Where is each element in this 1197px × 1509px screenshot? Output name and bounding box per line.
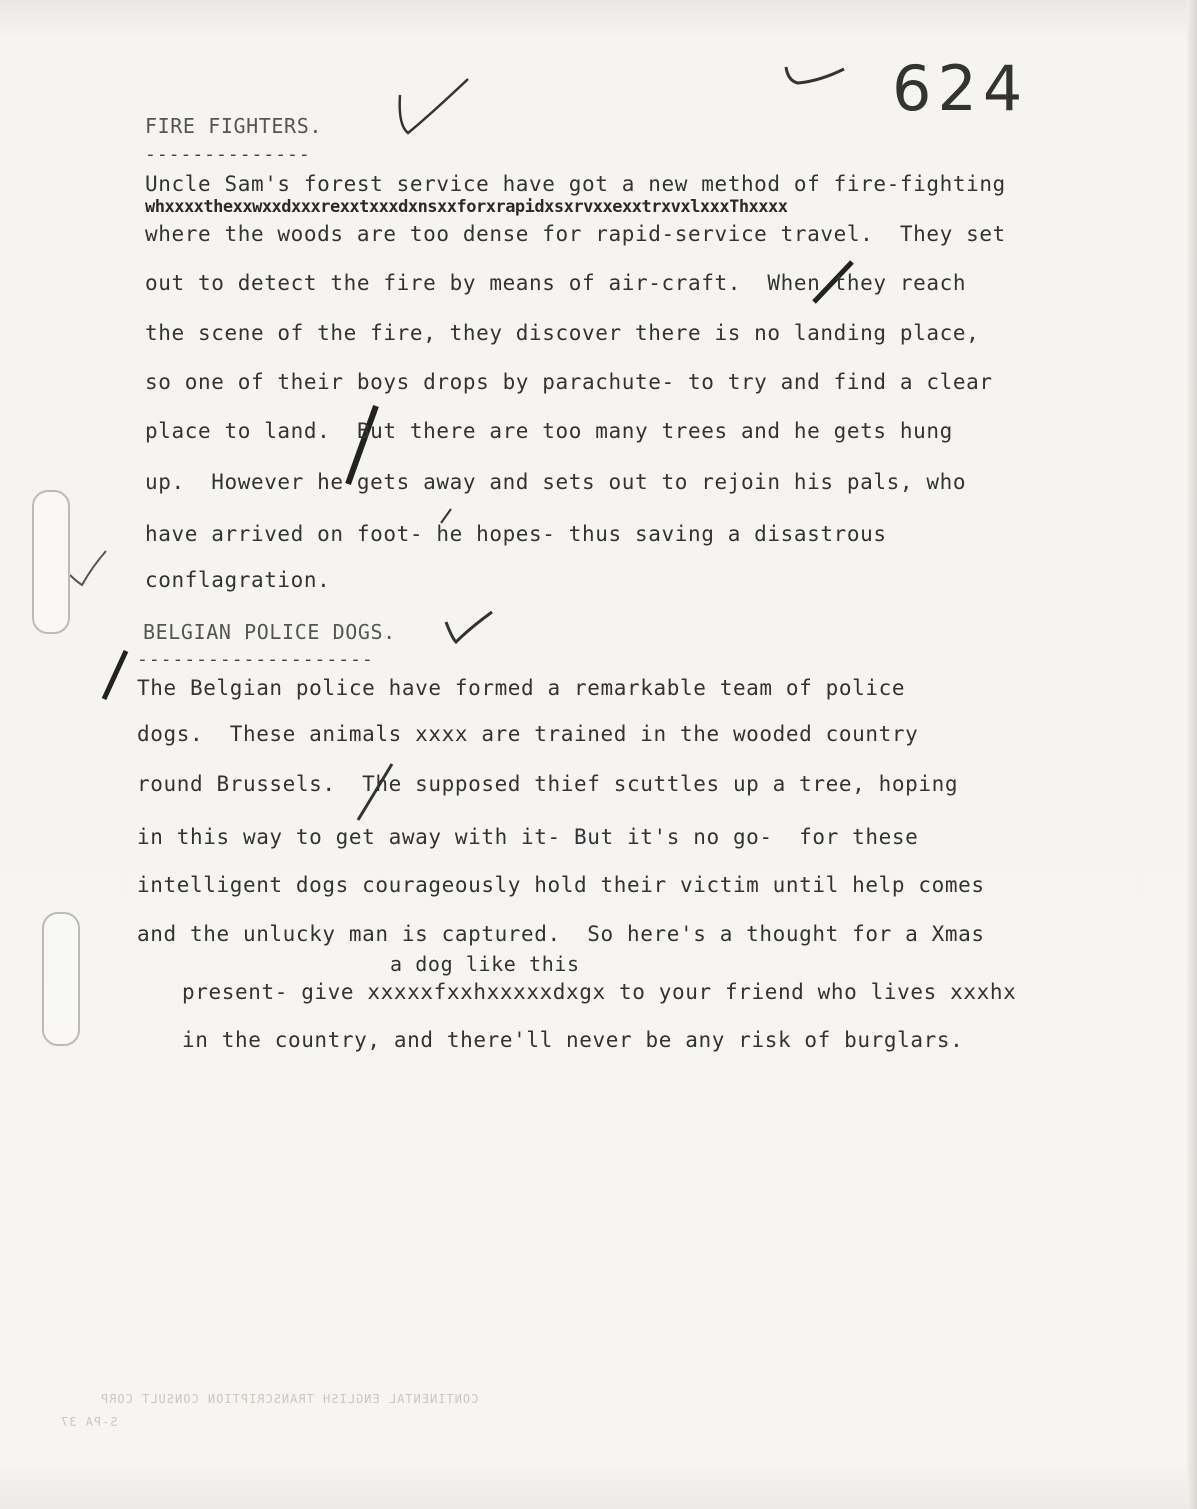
heading-underline: -------------------- [137,649,374,670]
text-line: and the unlucky man is captured. So here's a thought for a Xmas [137,922,985,946]
handwritten-page-number: 624 [892,52,1029,125]
text-line: intelligent dogs courageously hold their victim until help comes [137,873,985,897]
checkmark-icon [390,75,480,140]
text-line: present- give xxxxxfxxhxxxxxdxgx to your friend who lives xxxhx [182,980,1017,1004]
struck-out-line: whxxxxthexxwxxdxxxrexxtxxxdxnsxxforxrapidxsxrvxxexxtrxvxlxxxThxxxx [145,197,788,217]
text-line: have arrived on foot- he hopes- thus saving a disastrous [145,522,887,546]
inserted-text: a dog like this [390,952,580,976]
checkmark-icon [440,608,500,648]
text-line: the scene of the fire, they discover there is no landing place, [145,321,980,345]
text-line: The Belgian police have formed a remarkable team of police [137,676,906,700]
text-line: in the country, and there'll never be any risk of burglars. [182,1028,964,1052]
checkmark-icon [780,55,850,95]
text-line: so one of their boys drops by parachute- to try and find a clear [145,370,993,394]
bleedthrough-text: S-PA 37 [60,1415,118,1429]
text-line: conflagration. [145,568,331,592]
paper-clip-mark [32,490,70,634]
text-line: place to land. But there are too many trees and he gets hung [145,419,953,443]
text-line: up. However he gets away and sets out to rejoin his pals, who [145,470,967,494]
text-line: in this way to get away with it- But it's no go- for these [137,825,919,849]
section-heading: FIRE FIGHTERS. [145,114,322,138]
text-line: out to detect the fire by means of air-craft. When they reach [145,271,967,295]
section-heading: BELGIAN POLICE DOGS. [143,620,396,644]
page-edge [1187,0,1197,1509]
text-line: dogs. These animals xxxx are trained in the wooded country [137,722,919,746]
text-line: round Brussels. The supposed thief scuttles up a tree, hoping [137,772,959,796]
paper-clip-mark [42,912,80,1046]
heading-underline: -------------- [145,144,311,165]
slash-mark-icon [96,645,136,705]
text-line: Uncle Sam's forest service have got a new method of fire-fighting [145,172,1006,196]
bleedthrough-text: CONTINENTAL ENGLISH TRANSCRIPTION CONSULT CORP [100,1392,479,1406]
text-line: where the woods are too dense for rapid-service travel. They set [145,222,1006,246]
